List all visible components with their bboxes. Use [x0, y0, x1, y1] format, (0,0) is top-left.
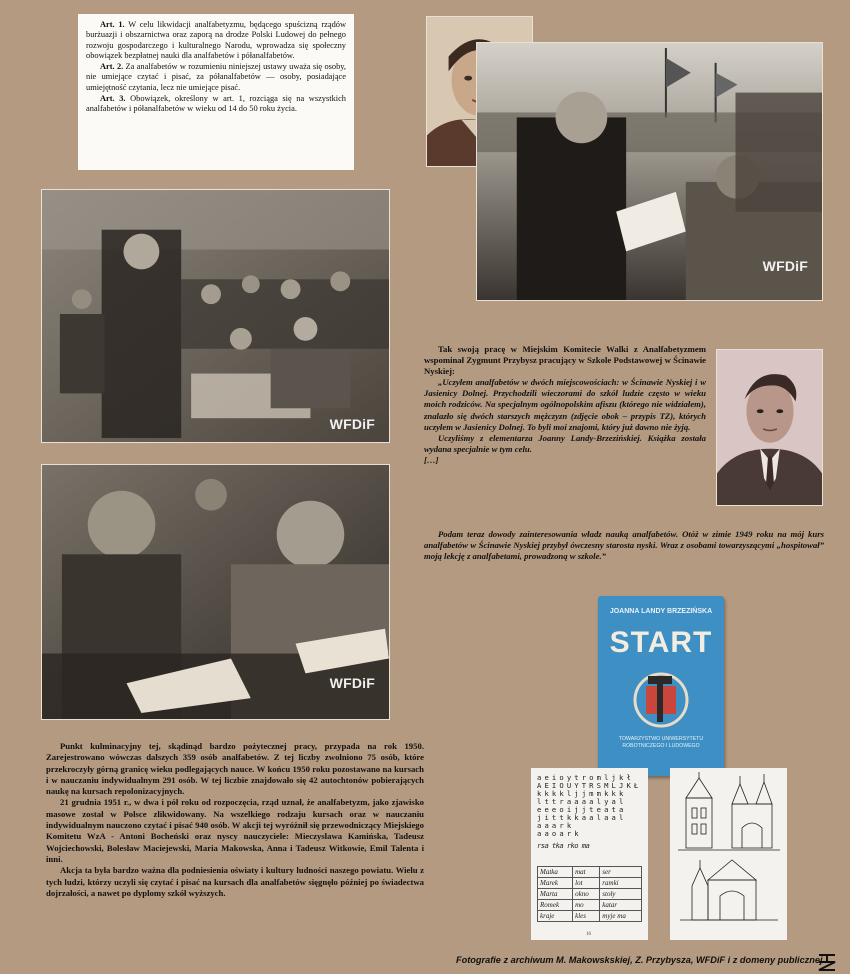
- grid-cell: myje ma: [600, 911, 642, 922]
- letter-row: e e e o i j j t e a t a: [537, 805, 623, 814]
- letter-row: a e i o y t r o m l j k ł: [537, 773, 631, 782]
- grid-cell: mat: [573, 867, 600, 878]
- letter-row: A E I O U Y T R S M L J K Ł: [537, 781, 638, 790]
- letter-row: k k k k l j j m m k k k: [537, 789, 623, 798]
- word-grid: [537, 866, 642, 922]
- letter-rows: [537, 774, 642, 850]
- quote-paragraph-1: „Uczyłem analfabetów w dwóch miejscowościach: w Ścinawie Nyskiej i w Jasienicy Dolnej. Przychodzili wieczorami do szkół ludzie często w wieku moich rodziców. Na specjalnym ogólnopolskim afiszu (którego nie widziałem), znalazło się dwóch starszych mężczyzn (zdjęcie obok – przypis TZ), których uczyłem w Jasienicy Dolnej. To byli moi znajomi, który już dawno nie żyją.: [424, 377, 706, 432]
- przybysz-quote: [424, 344, 706, 466]
- book-title: START: [609, 626, 713, 659]
- art3-label: Art. 3.: [100, 94, 126, 104]
- quote-intro: Tak swoją pracę w Miejskim Komitecie Walki z Analfabetyzmem wspominał Zygmunt Przybysz pracujący w Szkole Podstawowej w Ścinawie Nyskiej:: [424, 344, 706, 377]
- wfdif-watermark: WFDiF: [762, 258, 808, 274]
- grid-cell: mo: [573, 900, 600, 911]
- wfdif-watermark: WFDiF: [329, 416, 375, 432]
- grid-cell: Marta: [538, 889, 573, 900]
- photo-credits-caption: Fotografie z archiwum M. Makowskskiej, Z. Przybysza, WFDiF i z domeny publicznej: [456, 955, 823, 965]
- summary-paragraph-1: Punkt kulminacyjny tej, skądinąd bardzo pożytecznej pracy, przypada na rok 1950. Zarejestrowano wówczas dalszych 359 osób analfabetów. Z tej liczby zwolniono 75 osób, które przekroczyły górną granicę wieku podlegających nauce. W końcu 1950 roku pozostawano na kursach i w nauczaniu indywidualnym 291 osób. W tej liczbie znajdowało się 42 autochtonów pobierających naukę na kursach repolonizacyjnych.: [46, 741, 424, 797]
- cathedral-drawing-icon: [670, 768, 787, 940]
- art2-label: Art. 2.: [100, 62, 124, 72]
- page-number: 16: [586, 932, 591, 937]
- grid-cell: kles: [573, 911, 600, 922]
- classroom-photo-2: [41, 464, 390, 720]
- primer-workbook-page: [531, 768, 648, 940]
- letter-row: j i t t k k a a l a a l: [537, 813, 623, 822]
- primer-cathedral-illustration-page: [670, 768, 787, 940]
- grid-cell: katar: [600, 900, 642, 911]
- grid-cell: Romek: [538, 900, 573, 911]
- grid-cell: ser: [600, 867, 642, 878]
- crowd-ceremony-photo: [476, 42, 823, 301]
- grid-cell: lot: [573, 878, 600, 889]
- law-text-clipping: [78, 14, 354, 170]
- art3-text: Obowiązek, określony w art. 1, rozciąga się na wszystkich analfabetów i półanalfabetów w wieku od 14 do 50 roku życia.: [86, 94, 346, 114]
- cursive-line: rsa tka rko ma: [537, 841, 590, 850]
- hammer-book-emblem-icon: [626, 668, 696, 732]
- przybysz-quote-continued: [424, 529, 824, 562]
- grid-cell: Marek: [538, 878, 573, 889]
- letter-row: l t t r a a a a l y a l: [537, 797, 623, 806]
- summary-paragraph-2: 21 grudnia 1951 r., w dwa i pół roku od rozpoczęcia, rząd uznał, że analfabetyzm, jako zjawisko masowe został w Polsce zlikwidowany. Na wszelkiego rodzaju kursach oraz w nauczaniu indywidualnym nauczono czytać i pisać 940 osób. W akcji tej wyróżnił się przewodniczący Miejskiego Komitetu WzA - Antoni Bocheński oraz nyscy nauczyciele: Mieczysława Kamińska, Tadeusz Wojciechowski, Bolesław Maciejewski, Maria Makowska, Anna i Tadeusz Witkowie, Emil Talenta i inni.: [46, 797, 424, 864]
- grid-cell: stoły: [600, 889, 642, 900]
- grid-cell: kraje: [538, 911, 573, 922]
- tz-monogram-logo-icon: [816, 952, 838, 972]
- grid-cell: okno: [573, 889, 600, 900]
- book-publisher: TOWARZYSTWO UNIWERSYTETU ROBOTNICZEGO I LUDOWEGO: [618, 736, 704, 749]
- grid-cell: ramki: [600, 878, 642, 889]
- quote-paragraph-4: Podam teraz dowody zainteresowania władz nauką analfabetów. Otóż w zimie 1949 roku na mój kurs analfabetów w Ścinawie Nyskiej przybył ówczesny starosta nyski. Wraz z osobami towarzyszącymi „hospitował” moją lekcję z analfabetami, prowadzoną w szkole.”: [424, 529, 824, 562]
- portrait-man-photo: [716, 349, 823, 506]
- quote-ellipsis: […]: [424, 454, 439, 465]
- grid-cell: Matka: [538, 867, 573, 878]
- quote-paragraph-2: Uczyliśmy z elementarza Joanny Landy-Brzezińskiej. Książka została wydana specjalnie w tym celu.: [424, 432, 706, 454]
- classroom-photo-1: [41, 189, 390, 443]
- art2-text: Za analfabetów w rozumieniu niniejszej ustawy uważa się osoby, nie umiejące czytać i pisać, za półanalfabetów — osoby, posiadające umiejętność czytania, lecz nie umiejące pisać.: [86, 62, 346, 92]
- book-author: JOANNA LANDY BRZEZIŃSKA: [609, 608, 713, 615]
- letter-row: a a a r k: [537, 821, 571, 830]
- art1-text: W celu likwidacji analfabetyzmu, będącego spuścizną rządów burżuazji i obszarnictwa oraz zaporą na drodze Polski Ludowej do pełnego rozwoju gospodarczego i kulturalnego Narodu, wprowadza się społeczny obowiązek bezpłatnej nauki dla analfabetów i półanalfabetów.: [86, 20, 346, 60]
- wfdif-watermark: WFDiF: [329, 675, 375, 691]
- letter-row: a a o a r k: [537, 829, 578, 838]
- start-primer-book-cover: [598, 596, 724, 776]
- summary-paragraph-3: Akcja ta była bardzo ważna dla podniesienia oświaty i kultury ludności naszego powiatu. Wielu z tych ludzi, którzy uczyli się czytać i pisać na kursach dla analfabetów sięgnęło później po świadectwa dojrzałości, a nawet po dyplomy szkół wyższych.: [46, 865, 424, 898]
- art1-label: Art. 1.: [100, 20, 125, 29]
- summary-text: [46, 741, 424, 899]
